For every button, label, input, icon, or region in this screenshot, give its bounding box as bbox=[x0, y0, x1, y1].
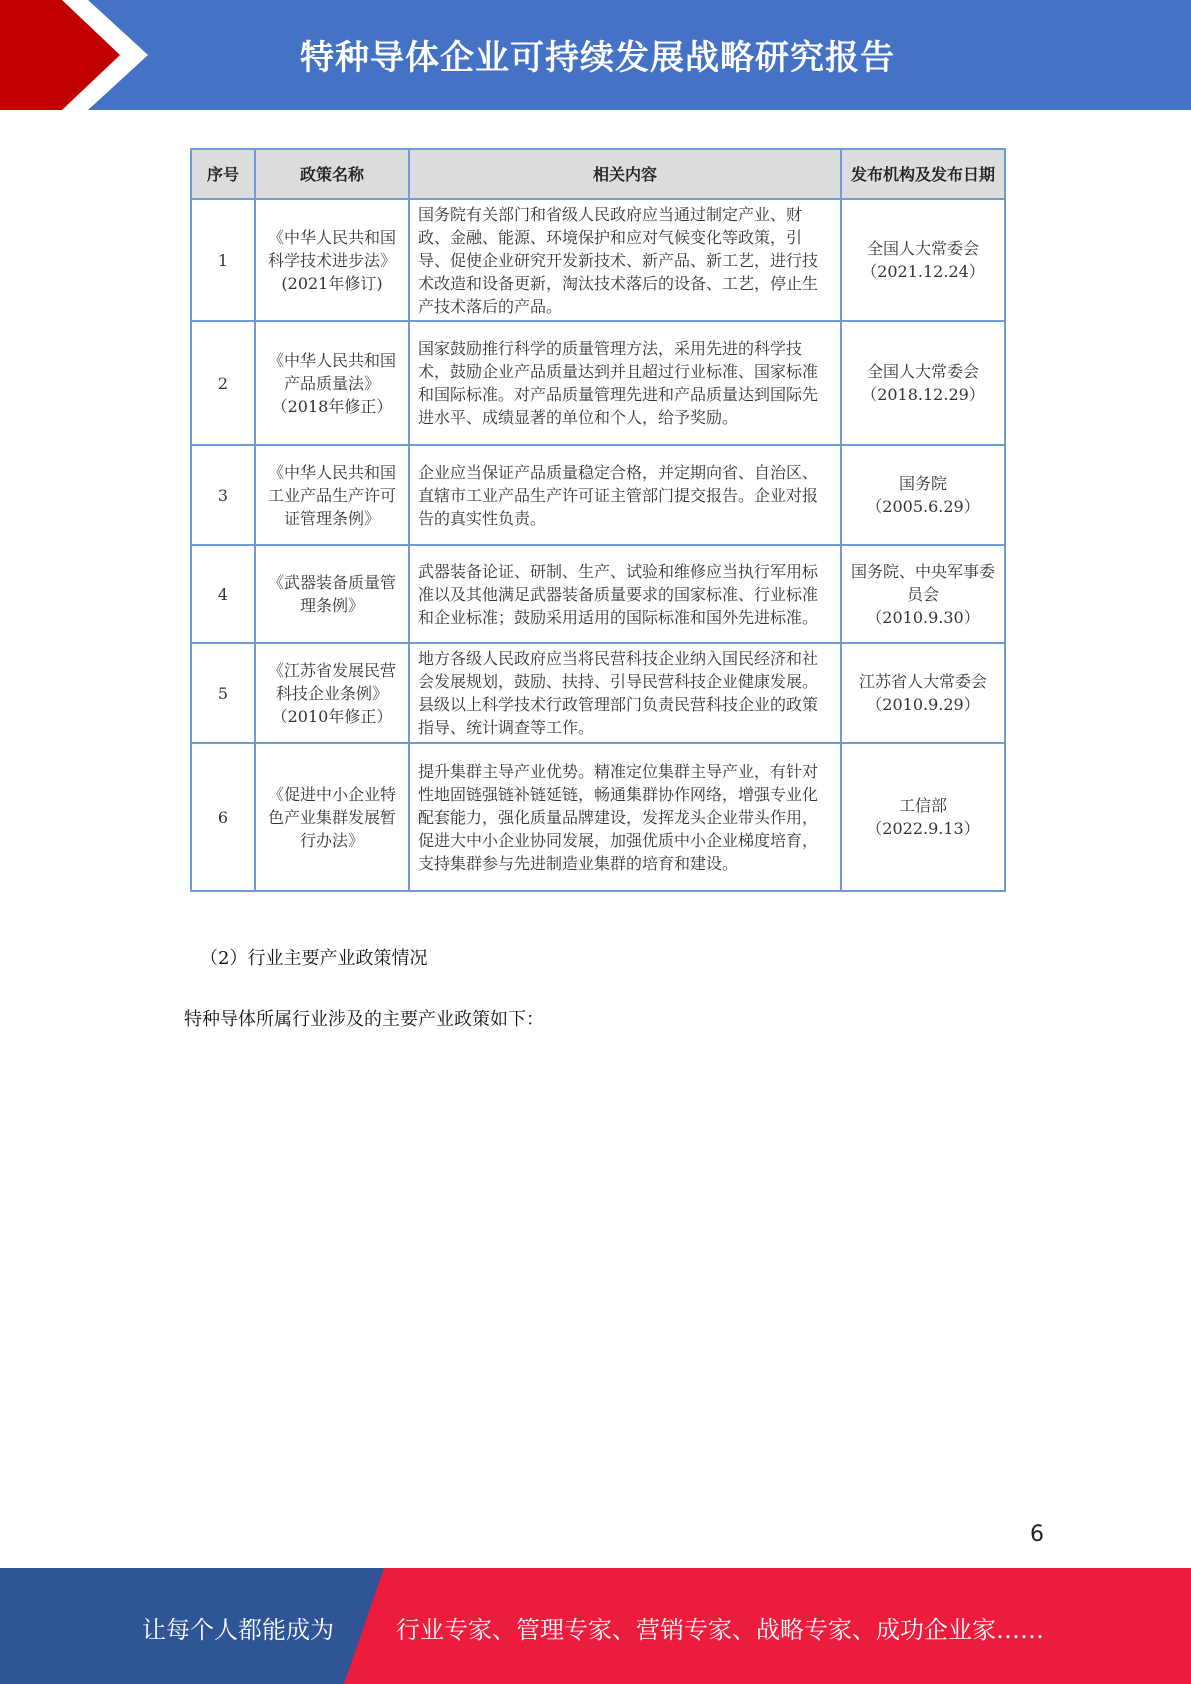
policy-content: 企业应当保证产品质量稳定合格，并定期向省、自治区、直辖市工业产品生产许可证主管部门提交报告。企业对报告的真实性负责。 bbox=[409, 445, 841, 545]
table-row bbox=[191, 743, 1005, 891]
policy-name: 《中华人民共和国工业产品生产许可证管理条例》 bbox=[255, 445, 409, 545]
issuer-name: 全国人大常委会 bbox=[866, 362, 979, 381]
policy-issuer bbox=[841, 643, 1005, 743]
page-header bbox=[0, 0, 1191, 110]
footer-slogan-left: 让每个人都能成为 bbox=[142, 1616, 334, 1644]
policy-name: 《江苏省发展民营科技企业条例》（2010年修正） bbox=[255, 643, 409, 743]
column-header-issuer: 发布机构及发布日期 bbox=[841, 149, 1005, 199]
policy-content: 武器装备论证、研制、生产、试验和维修应当执行军用标准以及其他满足武器装备质量要求的国家标准、行业标准和企业标准；鼓励采用适用的国际标准和国外先进标准。 bbox=[409, 545, 841, 643]
column-header-no: 序号 bbox=[191, 149, 255, 199]
row-number: 4 bbox=[191, 545, 255, 643]
page-number: 6 bbox=[1030, 1522, 1044, 1547]
policy-table bbox=[190, 148, 1006, 892]
table-row bbox=[191, 643, 1005, 743]
issue-date: （2021.12.24） bbox=[861, 262, 985, 281]
policy-content: 国务院有关部门和省级人民政府应当通过制定产业、财政、金融、能源、环境保护和应对气候变化等政策，引导、促使企业研究开发新技术、新产品、新工艺，进行技术改造和设备更新，淘汰技术落后的设备、工艺，停止生产技术落后的产品。 bbox=[409, 199, 841, 321]
issuer-name: 国务院 bbox=[898, 474, 947, 493]
issue-date: （2010.9.29） bbox=[866, 695, 980, 714]
issue-date: （2010.9.30） bbox=[866, 607, 980, 627]
policy-name: 《武器装备质量管理条例》 bbox=[255, 545, 409, 643]
issue-date: （2005.6.29） bbox=[866, 497, 980, 516]
footer-slogan-right: 行业专家、管理专家、营销专家、战略专家、成功企业家…… bbox=[396, 1616, 1044, 1644]
issuer-name: 工信部 bbox=[898, 796, 947, 815]
column-header-name: 政策名称 bbox=[255, 149, 409, 199]
policy-issuer bbox=[841, 321, 1005, 445]
policy-issuer bbox=[841, 743, 1005, 891]
policy-content: 提升集群主导产业优势。精准定位集群主导产业，有针对性地固链强链补链延链，畅通集群协作网络，增强专业化配套能力，强化质量品牌建设，发挥龙头企业带头作用，促进大中小企业协同发展，加强优质中小企业梯度培育，支持集群参与先进制造业集群的培育和建设。 bbox=[409, 743, 841, 891]
policy-name: 《中华人民共和国科学技术进步法》(2021年修订) bbox=[255, 199, 409, 321]
row-number: 2 bbox=[191, 321, 255, 445]
section-subheading: （2）行业主要产业政策情况 bbox=[200, 948, 428, 969]
table-row bbox=[191, 321, 1005, 445]
policy-content: 国家鼓励推行科学的质量管理方法，采用先进的科学技术，鼓励企业产品质量达到并且超过行业标准、国家标准和国际标准。对产品质量管理先进和产品质量达到国际先进水平、成绩显著的单位和个人，给予奖励。 bbox=[409, 321, 841, 445]
policy-issuer bbox=[841, 445, 1005, 545]
row-number: 1 bbox=[191, 199, 255, 321]
policy-name: 《促进中小企业特色产业集群发展暂行办法》 bbox=[255, 743, 409, 891]
issuer-name: 国务院、中央军事委员会 bbox=[850, 561, 995, 604]
column-header-content: 相关内容 bbox=[409, 149, 841, 199]
row-number: 3 bbox=[191, 445, 255, 545]
row-number: 5 bbox=[191, 643, 255, 743]
issuer-name: 江苏省人大常委会 bbox=[858, 672, 987, 691]
policy-issuer bbox=[841, 199, 1005, 321]
issuer-name: 全国人大常委会 bbox=[866, 239, 979, 258]
table-row bbox=[191, 199, 1005, 321]
table-header-row bbox=[191, 149, 1005, 199]
issue-date: （2018.12.29） bbox=[861, 385, 985, 404]
policy-issuer bbox=[841, 545, 1005, 643]
policy-content: 地方各级人民政府应当将民营科技企业纳入国民经济和社会发展规划，鼓励、扶持、引导民营科技企业健康发展。县级以上科学技术行政管理部门负责民营科技企业的政策指导、统计调查等工作。 bbox=[409, 643, 841, 743]
issue-date: （2022.9.13） bbox=[866, 819, 980, 838]
intro-paragraph: 特种导体所属行业涉及的主要产业政策如下： bbox=[184, 1009, 544, 1030]
page-footer bbox=[0, 1568, 1191, 1684]
table-row bbox=[191, 545, 1005, 643]
policy-name: 《中华人民共和国产品质量法》（2018年修正） bbox=[255, 321, 409, 445]
row-number: 6 bbox=[191, 743, 255, 891]
report-title: 特种导体企业可持续发展战略研究报告 bbox=[300, 38, 895, 78]
table-row bbox=[191, 445, 1005, 545]
